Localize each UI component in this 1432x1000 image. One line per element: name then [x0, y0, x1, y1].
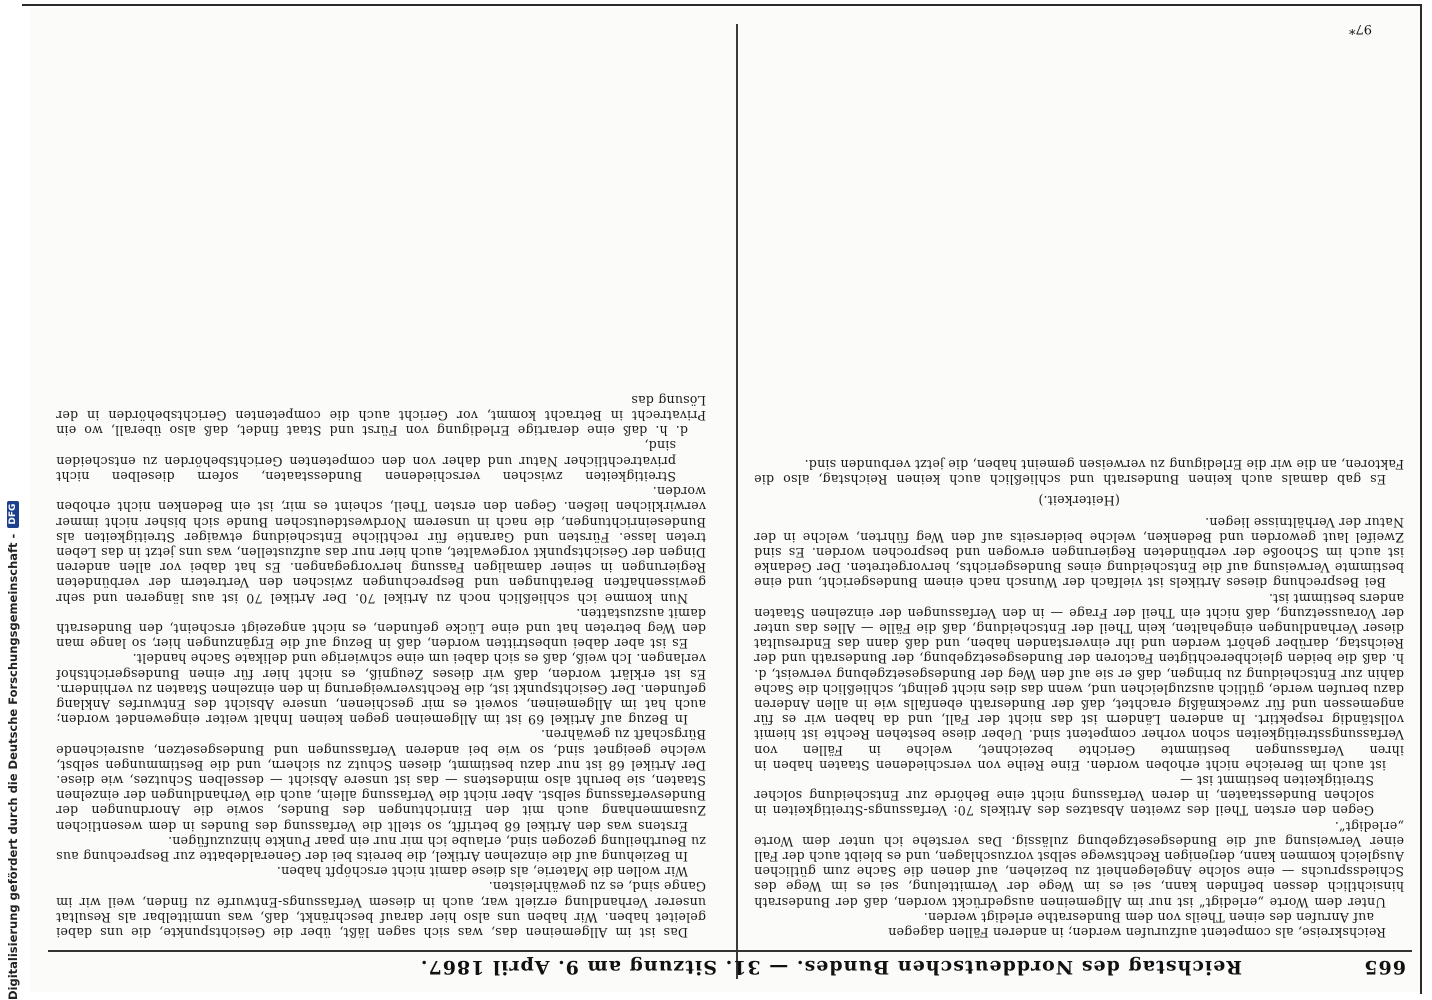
paragraph: Es gab damals auch keinen Bundesrath und schließlich auch keinen Reichstag, also die Faktoren, an die wir die Erledigung zu verweisen gemeint haben, die jetzt verbunden sind.	[754, 456, 1404, 488]
quoted-clause: Streitigkeiten zwischen verschiedenen Bundesstaaten, sofern dieselben nicht privatrechtlicher Natur und daher von den competenten Gerichtsbehörden zu entscheiden sind,	[56, 438, 676, 484]
text-column-left	[754, 30, 1404, 940]
signature-mark: 97*	[1348, 21, 1372, 36]
page-header	[48, 950, 1412, 980]
paragraph: Unter dem Worte „erledigt“ ist nur im Allgemeinen ausgedrückt worden, daß der Bundesrath hinsichtlich dessen befinden kann, sei es im Wege der Vermittelung, sei es im Wege des Schiedsspruchs — eine solche Angelegenheit zu beziehen, auf denen die Sache zum gütlichen Ausgleich kommen kann, derjenigen Rechtswege selbst vorzuschlagen, und es bleibt auch der Fall einer Verweisung auf die Bundesgesetzgebung zulässig. Das verstehe ich unter dem Worte „erledigt“.	[754, 818, 1404, 910]
paragraph: ist auch im Bereiche nicht erhoben worden. Eine Reihe von verschiedenen Staaten haben in ihren Verfassungen bestimmte Gerichte bezeichnet, welche in Fällen von Verfassungsstreitigkeiten schon vorher competent sind. Ueber diese bestehen Rechte ist hiemit vollständig respektirt. In anderen Ländern ist das nicht der Fall, und da haben wir es für angemessen und für zweckmäßig erachtet, daß der Bundesrath ebenfalls wie in allen Anderen dazu berufen werde, gütlich auszugleichen und, wenn das dies nicht gelingt, schließlich die Sache dahin zur Entscheidung zu bringen, daß er sie auf den Weg der Bundesgesetzgebung verweist, d. h. daß die beiden gleichberechtigten Factoren der Bundesgesetzgebung, der Bundesrath und der Reichstag, darüber gehört werden und ihr einverstanden haben, und daß dann das Endresultat dieser Verhandlungen eingehalten, kein Theil der Entscheidung, daß die Fälle — Alles das unter der Voraussetzung, daß nicht ein Theil der Frage — in den Verfassungen der einzelnen Staaten anders bestimmt ist.	[754, 590, 1404, 773]
paragraph: d. h. daß eine derartige Erledigung von Fürst und Staat findet, daß also überall, wo ein Privatrecht in Betracht kommt, vor Gericht auch die competenten Gerichtsbehörden in der Lösung das	[56, 392, 706, 439]
paragraph: Nun komme ich schließlich noch zu Artikel 70. Der Artikel 70 ist aus längeren und sehr gewissenhaften Berathungen und Besprechungen zwischen den Vertretern der verbündeten Regierungen in seiner damaligen Fassung hervorgegangen. Es hat dabei vor allen anderen Dingen der Gesichtspunkt vorgewaltet, auch hier nur das aufzustellen, was uns jetzt in das Leben treten lasse. Fürsten und Garantie für rechtliche Entscheidung etwaiger Streitigkeiten als Bundeseinrichtungen, die nach in unserem Nordwestdeutschen Bunde sich bisher nicht immer verwirklichen ließen. Gegen den ersten Theil, scheint es mir, ist ein Bedenken nicht erhoben worden.	[56, 484, 706, 606]
paragraph: Bei Besprechung dieses Artikels ist vielfach der Wunsch nach einem Bundesgericht, und eine bestimmte Verweisung auf die Entscheidung eines Bundesgerichts, hervorgetreten. Der Gedanke ist auch im Schooße der verbündeten Regierungen erwogen und besprochen worden. Es sind Zweifel laut geworden und Bedenken, welche beiderseits auf den Weg führten, welche in der Natur der Verhältnisse liegen.	[754, 514, 1404, 591]
page-number: 665	[1363, 956, 1406, 978]
paragraph: Erstens was den Artikel 68 betrifft, so stellt die Verfassung des Bundes in dem wesentlichen Zusammenhang auch mit den Einrichtungen des Bundes, sowie die Anordnungen der Bundesverfassung selbst. Aber nicht die Verfassung allein, auch die Verhandlungen der einzelnen Staaten, sie beruht also mindestens — das ist unsere Absicht — desselben Schutzes, wie diese. Der Artikel 68 ist nur dazu bestimmt, diesen Schutz zu sichern, und die Bestimmungen selbst, welche geeignet sind, so wie bei anderen Verfassungen und Bundesgesetzen, ausreichende Bürgschaft zu gewähren.	[56, 727, 706, 834]
digitization-credit-text: Digitalisierung gefördert durch die Deutsche Forschungsgemeinschaft -	[6, 533, 20, 1000]
interjection: (Heiterkeit.)	[1038, 493, 1120, 509]
text-column-right	[56, 30, 706, 940]
newspaper-page	[48, 18, 1412, 980]
paragraph: Es ist aber dabei unbestritten worden, daß in Bezug auf die Ergänzungen hier, so lange man den Weg betreten hat und eine Lücke gefunden, es nicht angezeigt erscheint, den Bundesrath damit auszustatten.	[56, 605, 706, 652]
paragraph: In Beziehung auf die einzelnen Artikel, die bereits bei der Generaldebatte zur Besprechung aus zu Beurtheilung gezogen sind, erlaube ich mir nur ein paar Punkte hinzuzufügen.	[56, 833, 706, 864]
scan-border-right	[1420, 4, 1422, 994]
digitization-credit	[2, 503, 24, 1000]
paragraph: Reichskreise, als competent aufzurufen werden; in anderen Fällen dagegen	[888, 925, 1386, 940]
paragraph: Wir wollen die Materie, als diese damit nicht erschöpft haben.	[276, 864, 688, 880]
quoted-clause: Gegen den ersten Theil des zweiten Absatzes des Artikels 70: Verfassungs-Streitigkeiten in solchen Bundesstaaten, in deren Verfassung nicht eine Behörde zur Entscheidung solcher Streitigkeiten bestimmt ist —	[754, 772, 1374, 819]
paragraph: In Bezug auf Artikel 69 ist im Allgemeinen gegen keinen Inhalt weiter eingewendet worden; auch hat im Allgemeinen, soweit es mir geschienen, unsere Absicht des Entwurfes Anklang gefunden. Der Gesichtspunkt ist, die Rechtsverweigerung in den einzelnen Staaten zu verhindern. Es ist erklärt worden, daß wir dieses Zeugniß, es nicht hier für einen Bundesgerichtshof verlangen. Ich weiß, daß es sich dabei um eine schwierige und delikate Sache handelt.	[56, 651, 706, 728]
dfg-logo-icon: DFG	[7, 501, 19, 528]
paragraph: Das ist im Allgemeinen das, was sich sagen läßt, über die Gesichtspunkte, die uns dabei geleitet haben. Wir haben uns also hier darauf beschränkt, daß, was unmittelbar als Resultat unserer Verhandlung erzielt war, auch in diesem Verfassungs-Entwurfe zu finden, weil wir im Gange sind, es zu gewährleisten.	[56, 879, 706, 940]
quoted-clause: auf Anrufen des einen Theils von dem Bundesrathe erledigt werden.	[923, 909, 1374, 925]
scan-border-top	[22, 4, 1422, 6]
running-title: Reichstag des Norddeutschen Bundes. — 31. Sitzung am 9. April 1867.	[419, 956, 1242, 978]
